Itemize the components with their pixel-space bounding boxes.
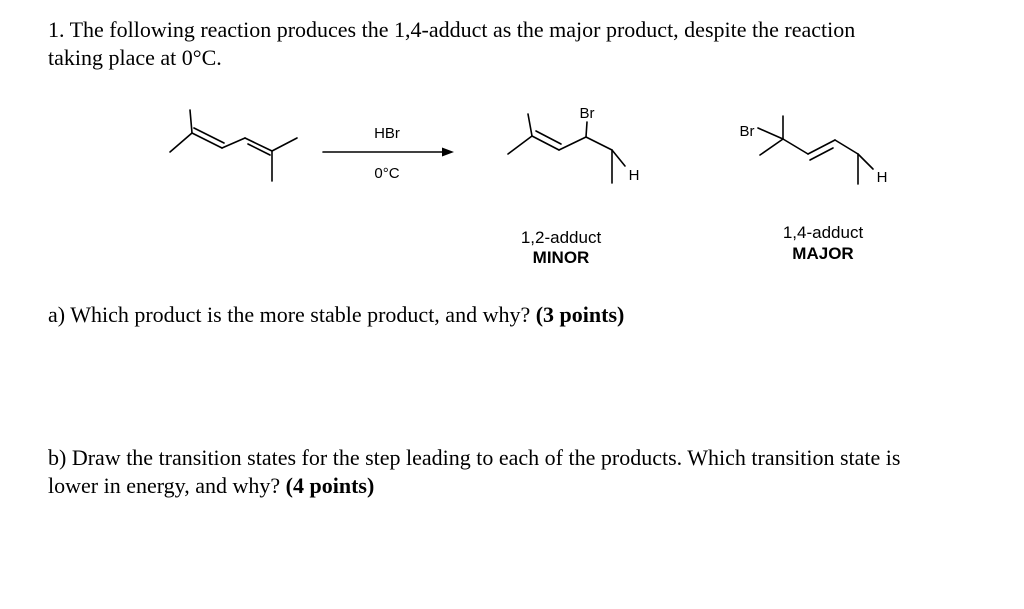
- part-a-points: (3 points): [535, 302, 625, 327]
- reaction-arrow: [323, 148, 454, 157]
- condition-label: 0°C: [374, 165, 400, 182]
- major-product-label: MAJOR: [792, 244, 854, 263]
- major-product-caption: 1,4-adduct: [782, 223, 864, 242]
- minor-product-br-atom: Br: [579, 105, 595, 122]
- reaction-scheme: [0, 0, 1024, 300]
- question-part-a: [48, 301, 624, 329]
- major-product-h-atom: H: [876, 169, 888, 186]
- part-b-line2-text: lower in energy, and why?: [48, 473, 281, 498]
- minor-product-caption: 1,2-adduct: [520, 228, 602, 247]
- question-intro-line1: 1. The following reaction produces the 1,4-adduct as the major product, despite the reaction: [48, 17, 856, 42]
- minor-product-label: MINOR: [532, 248, 590, 267]
- major-product-br-atom: Br: [739, 123, 755, 140]
- part-a-text: a) Which product is the more stable product, and why?: [48, 302, 531, 327]
- part-b-line1: b) Draw the transition states for the step leading to each of the products. Which transition state is: [48, 445, 901, 470]
- part-b-points: (4 points): [285, 473, 375, 498]
- minor-product-h-atom: H: [628, 167, 640, 184]
- starting-diene-structure: [170, 110, 297, 181]
- minor-product-structure: [508, 114, 625, 183]
- question-intro-line2: taking place at 0°C.: [48, 45, 222, 70]
- part-b-line2: [48, 472, 900, 500]
- question-part-b: [48, 444, 900, 500]
- major-product-structure: [758, 116, 873, 184]
- reagent-label: HBr: [374, 125, 400, 142]
